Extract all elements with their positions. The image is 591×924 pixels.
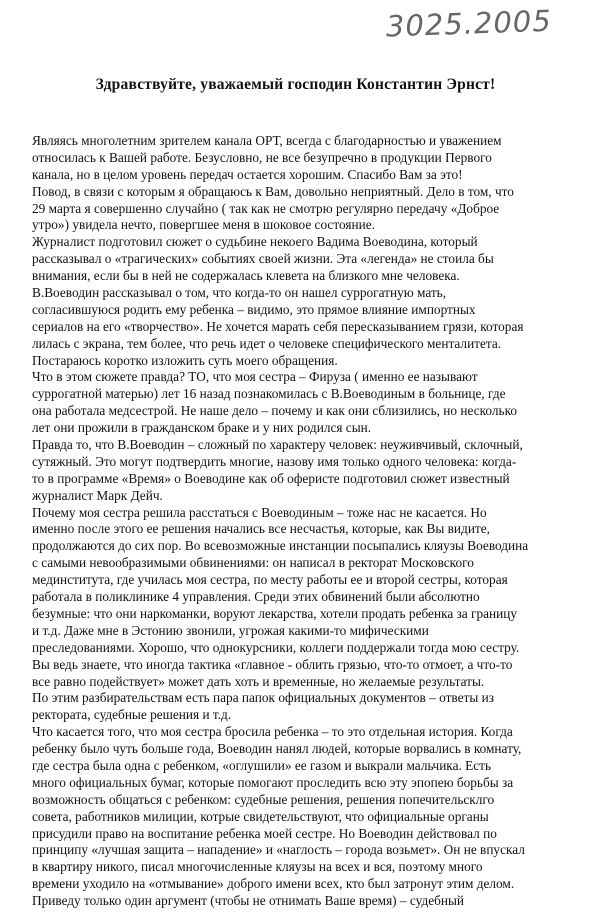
body-text-line: Постараюсь коротко изложить суть моего обращения. — [32, 352, 338, 368]
body-text-line: В.Воеводин рассказывал о том, что когда-то он нашел суррогатную мать, — [32, 285, 447, 301]
body-text-line: именно после этого ее решения начались все несчастья, которые, как Вы видите, — [32, 521, 490, 537]
body-text-line: Являясь многолетним зрителем канала ОРТ, всегда с благодарностью и уважением — [32, 133, 502, 148]
body-text-line: согласившуюся родить ему ребенка – видимо, это прямое влияние импортных — [32, 301, 476, 317]
body-text-line: все равно подействует» может дать хоть и временные, но желаемые результаты. — [32, 673, 485, 689]
body-text-line: где сестра была одна с ребенком, «оглушили» ее газом и выкрали мальчика. Есть — [32, 757, 492, 773]
body-text-line: Приведу только один аргумент (чтобы не отнимать Ваше время) – судебный — [32, 893, 465, 909]
body-text-line: возможность общаться с ребенком: судебные решения, решения попечительсклго — [32, 791, 495, 807]
body-text-line: с самыми невообразимыми обвинениями: он написал в ректорат Московского — [32, 555, 474, 571]
body-text-line: преследованиями. Хорошо, что однокурсники, коллеги поддержали тогда мою сестру. — [32, 639, 520, 655]
body-text-line: много официальных бумаг, которые помогают проследить всю эту эпопею борьбы за — [32, 774, 514, 790]
body-text-line: Почему моя сестра решила расстаться с Воеводиным – тоже нас не касается. Но — [32, 504, 487, 520]
body-text-line: то в программе «Время» о Воеводине как об оферисте подготовил сюжет известный — [32, 470, 510, 486]
handwritten-registration-number: 3025.2005 — [385, 3, 553, 44]
body-text-line: лет они прожили в гражданском браке и у них родился сын. — [32, 420, 372, 436]
body-text-line: времени уходило на «отмывание» доброго имени всех, кто был затронут этим делом. — [32, 876, 515, 892]
body-text-line: ребенку было чуть больше года, Воеводин нанял людей, которые ворвались в комнату, — [32, 741, 522, 757]
body-text-line: мединститута, где училась моя сестра, по месту работы ее и второй сестры, которая — [32, 572, 508, 588]
body-text-line: 29 марта я совершенно случайно ( так как не смотрю регулярно передачу «Доброе — [32, 200, 500, 216]
body-text-line: внимания, если бы в ней не содержалась клевета на близкого мне человека. — [32, 268, 460, 284]
body-text-line: принципу «лучшая защита – нападение» и «наглость – города возьмет». Он не впускал — [32, 842, 525, 858]
body-text-line: канала, но в целом уровень передач остается хорошим. Спасибо Вам за это! — [32, 166, 463, 182]
body-text-line: работала в поликлинике 4 управления. Среди этих обвинений были абсолютно — [32, 589, 480, 605]
body-text-line: Что касается того, что моя сестра бросила ребенка – то это отдельная история. Когда — [32, 724, 513, 740]
body-text-line: присудили право на воспитание ребенка моей сестре. Но Воеводин действовал по — [32, 825, 497, 841]
body-text-line: она работала медсестрой. Не наше дело – почему и как они сблизились, но несколько — [32, 403, 518, 419]
letter-body — [32, 133, 577, 910]
body-text-line: сутяжный. Это могут подтвердить многие, назову имя только одного человека: когда- — [32, 453, 517, 469]
body-text-line: лилась с экрана, тем более, что речь идет о человеке специфического менталитета. — [32, 335, 502, 351]
body-text-line: Вы ведь знаете, что иногда тактика «главное - облить грязью, что-то отмоет, а что-то — [32, 656, 513, 672]
body-text-line: Журналист подготовил сюжет о судьбине некоего Вадима Воеводина, который — [32, 234, 478, 250]
body-text-line: По этим разбирательствам есть пара папок официальных документов – ответы из — [32, 690, 494, 706]
body-text-line: рассказывал о «трагических» событиях своей жизни. Эта «легенда» не стоила бы — [32, 251, 494, 267]
body-text-line: журналист Марк Дейч. — [32, 487, 163, 503]
body-text-line: Что в этом сюжете правда? ТО, что моя сестра – Фируза ( именно ее называют — [32, 369, 478, 385]
body-text-line: суррогатной матерью) лет 16 назад познакомилась с В.Воеводиным в больнице, где — [32, 386, 506, 402]
body-text-line: продолжаются до сих пор. Во всевозможные инстанции посыпались кляузы Воеводина — [32, 538, 529, 554]
body-text-line: совета, работников милиции, котрые свидетельствуют, что официальные органы — [32, 808, 489, 824]
body-text-line: Правда то, что В.Воеводин – сложный по характеру человек: неуживчивый, склочный, — [32, 437, 523, 453]
body-text-line: безумные: что они наркоманки, воруют лекарства, хотели продать ребенка за границу — [32, 605, 518, 621]
body-text-line: Повод, в связи с которым я обращаюсь к Вам, довольно неприятный. Дело в том, что — [32, 183, 514, 199]
body-text-line: утро») увидела нечто, повергшее меня в шоковое состояние. — [32, 217, 375, 233]
letter-greeting-title: Здравствуйте, уважаемый господин Константин Эрнст! — [95, 76, 496, 93]
body-text-line: относилась к Вашей работе. Безусловно, не все безупречно в продукции Первого — [32, 149, 492, 165]
body-text-line: ректората, судебные решения и т.д. — [32, 707, 232, 723]
body-text-line: сериалов на его «творчество». Не хочется марать себя пересказыванием грязи, которая — [32, 318, 524, 334]
body-text-line: в квартиру никого, писал многочисленные кляузы на всех и вся, поэтому много — [32, 859, 483, 875]
body-text-line: и т.д. Даже мне в Эстонию звонили, угрожая какими-то мифическими — [32, 622, 429, 638]
